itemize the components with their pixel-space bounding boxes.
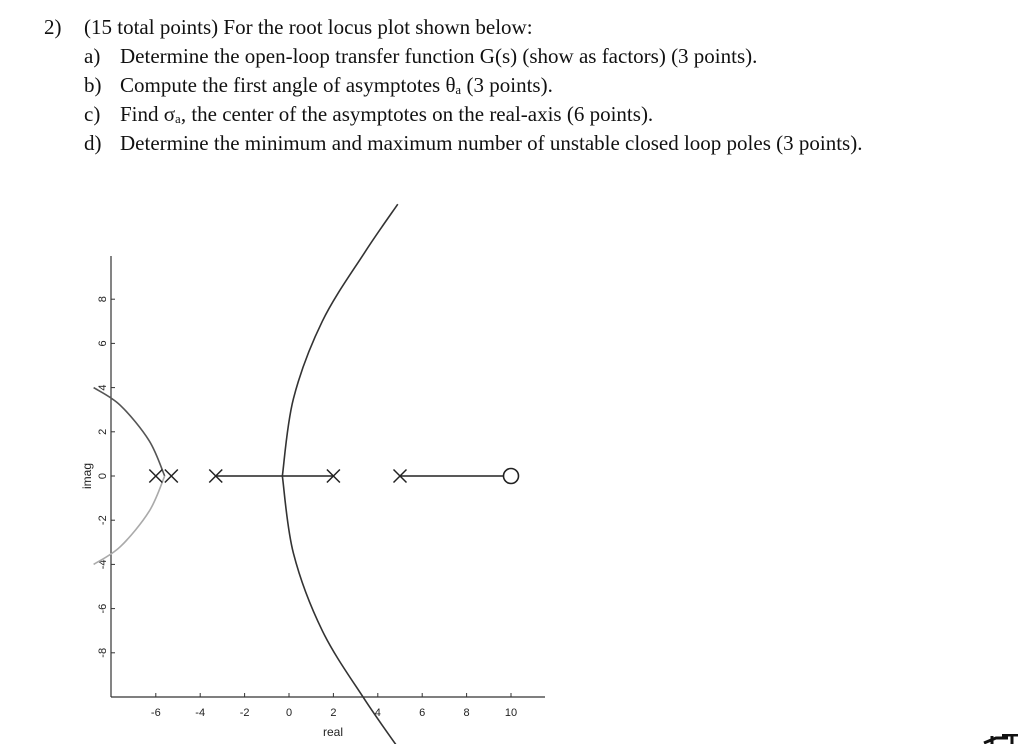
x-tick-label: 6 [419, 707, 426, 719]
y-tick-label: 0 [97, 472, 109, 480]
x-axis-label: real [322, 725, 344, 739]
part-b-text: Compute the first angle of asymptotes θₐ (3 points). [120, 73, 553, 97]
locus-branch-right-branch-upper [282, 204, 397, 476]
x-tick-label: -6 [150, 707, 161, 719]
x-tick-label: -4 [195, 707, 206, 719]
y-tick-label: 4 [97, 384, 109, 391]
y-tick-label: -4 [97, 559, 109, 570]
x-tick-label: 0 [285, 707, 293, 719]
axis-ticks [97, 296, 517, 719]
y-tick-label: -8 [97, 647, 109, 658]
x-tick-label: 10 [504, 707, 518, 719]
x-tick-label: 8 [463, 707, 470, 719]
part-c-label: c) [84, 102, 101, 126]
locus-branches [94, 204, 511, 744]
corner-scribble-mark [982, 734, 1022, 744]
pole-marker [149, 470, 162, 483]
x-tick-label: 2 [330, 707, 337, 719]
y-tick-label: -2 [97, 515, 109, 526]
y-tick-label: 2 [97, 428, 109, 435]
question-intro: (15 total points) For the root locus plot shown below: [84, 15, 533, 39]
zero-marker [504, 469, 519, 484]
y-tick-label: 8 [97, 296, 109, 303]
y-tick-label: -6 [97, 603, 109, 614]
locus-branch-right-branch-lower [282, 476, 404, 744]
part-d-label: d) [84, 131, 102, 155]
part-a-text: Determine the open-loop transfer function G(s) (show as factors) (3 points). [120, 44, 758, 68]
part-d-text: Determine the minimum and maximum number of unstable closed loop poles (3 points). [120, 131, 863, 155]
y-tick-label: 6 [97, 340, 109, 347]
x-tick-label: 4 [374, 707, 381, 719]
part-b-label: b) [84, 73, 102, 97]
y-axis-label: imag [80, 462, 94, 490]
question-number: 2) [44, 15, 62, 39]
pole-marker [165, 470, 178, 483]
part-c-text: Find σₐ, the center of the asymptotes on the real-axis (6 points). [120, 102, 654, 126]
x-tick-label: -2 [239, 707, 250, 719]
part-a-label: a) [84, 44, 101, 68]
